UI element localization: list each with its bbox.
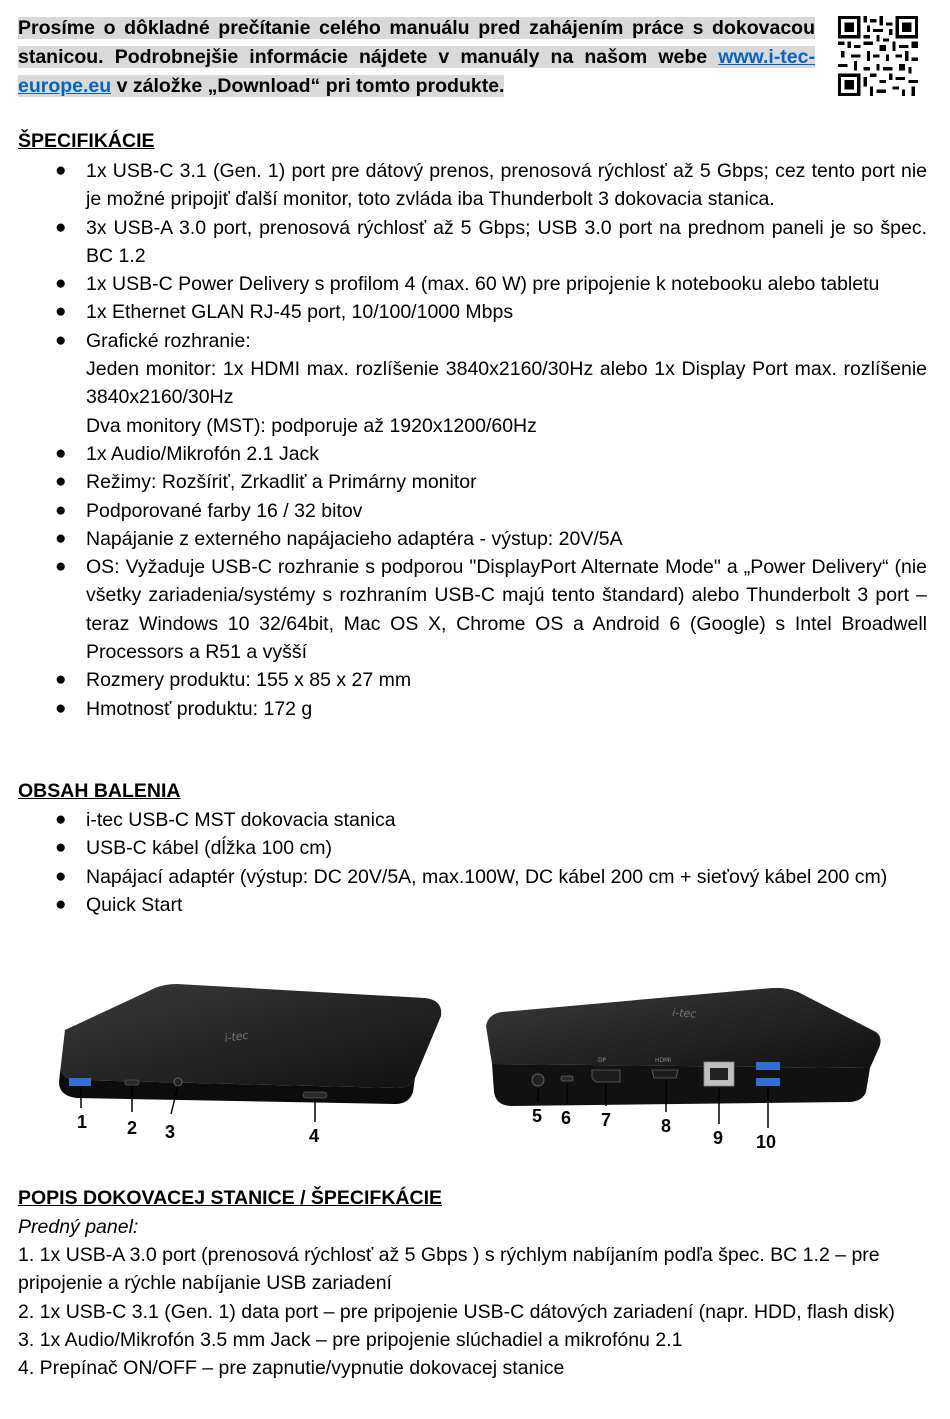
qr-code [838, 16, 918, 96]
desc-item: 2. 1x USB-C 3.1 (Gen. 1) data port – pre pripojenie USB-C dátových zariadení (napr. HDD, flash disk) [18, 1300, 895, 1323]
dock-front-photo [45, 960, 465, 1160]
list-item: ● Režimy: Rozšíriť, Zrkadliť a Primárny monitor [0, 468, 927, 496]
dc-in-port [532, 1074, 544, 1086]
callout-7: 7 [601, 1110, 612, 1130]
dock-top-surface [61, 984, 441, 1088]
bullet-icon: ● [55, 216, 67, 238]
bullet-icon: ● [55, 893, 67, 915]
brand-logo: i-tec [223, 1028, 250, 1045]
list-item: ● 3x USB-A 3.0 port, prenosová rýchlosť až 5 Gbps; USB 3.0 port na prednom paneli je so špec. BC 1.2 [0, 214, 927, 271]
spec-list [0, 157, 927, 723]
graphics-single: Jeden monitor: 1x HDMI max. rozlíšenie 3840x2160/30Hz alebo 1x Display Port max. rozlíšenie 3840x2160/30Hz [86, 358, 927, 409]
callout-9: 9 [713, 1128, 724, 1148]
dock-top-surface [486, 988, 881, 1068]
dock-back-face [492, 1064, 870, 1106]
dock-back-photo [472, 960, 892, 1160]
graphics-dual: Dva monitory (MST): podporuje až 1920x1200/60Hz [86, 414, 537, 437]
list-item: ● OS: Vyžaduje USB-C rozhranie s podporou "DisplayPort Alternate Mode" a „Power Delivery“ (nie všetky zariadenia/systémy s rozhraním USB-C majú tento štandard) alebo Thunderbolt 3 port – teraz Windows 10 32/64bit, Mac OS X, Chrome OS a Android 6 (Google) s Intel Broadwell Processors a R51 a vyšší [0, 553, 927, 666]
hdmi-label: HDMI [655, 1057, 672, 1064]
intro-text-1: Prosíme o dôkladné prečítanie celého manuálu pred zahájením práce s dokovacou stanicou. Podrobnejšie informácie nájdete v manuály na našom webe [18, 17, 815, 68]
bullet-icon: ● [55, 471, 67, 493]
desc-title: POPIS DOKOVACEJ STANICE / ŠPECIFKÁCIE [18, 1187, 443, 1209]
callout-1: 1 [77, 1112, 88, 1132]
callout-6: 6 [561, 1108, 572, 1128]
usb-a-port-top [756, 1062, 780, 1070]
usb-a-port [69, 1078, 91, 1086]
package-list [0, 806, 927, 919]
callout-4: 4 [309, 1126, 320, 1146]
desc-item: 3. 1x Audio/Mikrofón 3.5 mm Jack – pre pripojenie slúchadiel a mikrofónu 2.1 [18, 1328, 683, 1351]
list-item: ● USB-C kábel (dĺžka 100 cm) [0, 834, 927, 862]
brand-logo: i-tec [671, 1006, 697, 1021]
desc-list [18, 1241, 930, 1382]
website-link[interactable]: www.i-tec-europe.eu [18, 46, 815, 97]
bullet-icon: ● [55, 865, 67, 887]
list-item: ● 1x Audio/Mikrofón 2.1 Jack [0, 440, 927, 468]
list-item: ● Napájací adaptér (výstup: DC 20V/5A, max.100W, DC kábel 200 cm + sieťový kábel 200 cm) [0, 863, 927, 891]
audio-jack [174, 1078, 182, 1086]
bullet-icon: ● [55, 556, 67, 578]
list-item: ● i-tec USB-C MST dokovacia stanica [0, 806, 927, 834]
bullet-icon: ● [55, 809, 67, 830]
spec-title: ŠPECIFIKÁCIE [18, 130, 155, 152]
front-panel-label: Predný panel: [18, 1216, 139, 1238]
bullet-icon: ● [55, 442, 67, 464]
bullet-icon: ● [55, 301, 67, 323]
callout-3: 3 [165, 1122, 176, 1142]
usb-c-port [125, 1080, 139, 1085]
intro-text-2: v záložke „Download“ pri tomto produkte. [111, 75, 505, 97]
displayport [592, 1070, 620, 1082]
bullet-icon: ● [55, 499, 67, 521]
bullet-icon: ● [55, 160, 67, 181]
bullet-icon: ● [55, 697, 67, 719]
list-item: ● 1x USB-C Power Delivery s profilom 4 (max. 60 W) pre pripojenie k notebooku alebo tabletu [0, 270, 927, 298]
usb-c-pd-port [561, 1076, 573, 1081]
list-item: ● 1x USB-C 3.1 (Gen. 1) port pre dátový prenos, prenosová rýchlosť až 5 Gbps; cez tento port nie je možné pripojiť ďalší monitor, toto zvláda iba Thunderbolt 3 dokovacia stanica. [0, 157, 927, 214]
list-item: ● Hmotnosť produktu: 172 g [0, 695, 927, 723]
desc-item: 4. Prepínač ON/OFF – pre zapnutie/vypnutie dokovacej stanice [18, 1357, 565, 1380]
callout-8: 8 [661, 1116, 672, 1136]
bullet-icon: ● [55, 273, 67, 295]
list-item: ● Napájanie z externého napájacieho adaptéra - výstup: 20V/5A [0, 525, 927, 553]
bullet-icon: ● [55, 837, 67, 859]
callout-2: 2 [127, 1118, 138, 1138]
list-item: ● 1x Ethernet GLAN RJ-45 port, 10/100/1000 Mbps [0, 298, 927, 326]
list-item: ● Quick Start [0, 891, 927, 919]
dp-label: DP [598, 1057, 607, 1064]
desc-item: 1. 1x USB-A 3.0 port (prenosová rýchlosť až 5 Gbps ) s rýchlym nabíjaním podľa špec. BC 1.2 – pre pripojenie a rýchle nabíjanie USB zariadení [18, 1244, 880, 1295]
bullet-icon: ● [55, 527, 67, 549]
bullet-icon: ● [55, 329, 67, 351]
list-item: ● Podporované farby 16 / 32 bitov [0, 497, 927, 525]
package-title: OBSAH BALENIA [18, 780, 181, 802]
intro-notice [18, 14, 815, 101]
callout-10: 10 [756, 1132, 777, 1152]
callout-5: 5 [532, 1106, 543, 1126]
usb-a-port-bottom [756, 1078, 780, 1086]
list-item: ● Rozmery produktu: 155 x 85 x 27 mm [0, 666, 927, 694]
power-switch [303, 1092, 327, 1098]
bullet-icon: ● [55, 669, 67, 691]
list-item: ● Grafické rozhranie: Jeden monitor: 1x HDMI max. rozlíšenie 3840x2160/30Hz alebo 1x Display Port max. rozlíšenie 3840x2160/30Hz Dva monitory (MST): podporuje až 1920x1200/60Hz [0, 327, 927, 440]
hdmi-port [652, 1070, 678, 1078]
